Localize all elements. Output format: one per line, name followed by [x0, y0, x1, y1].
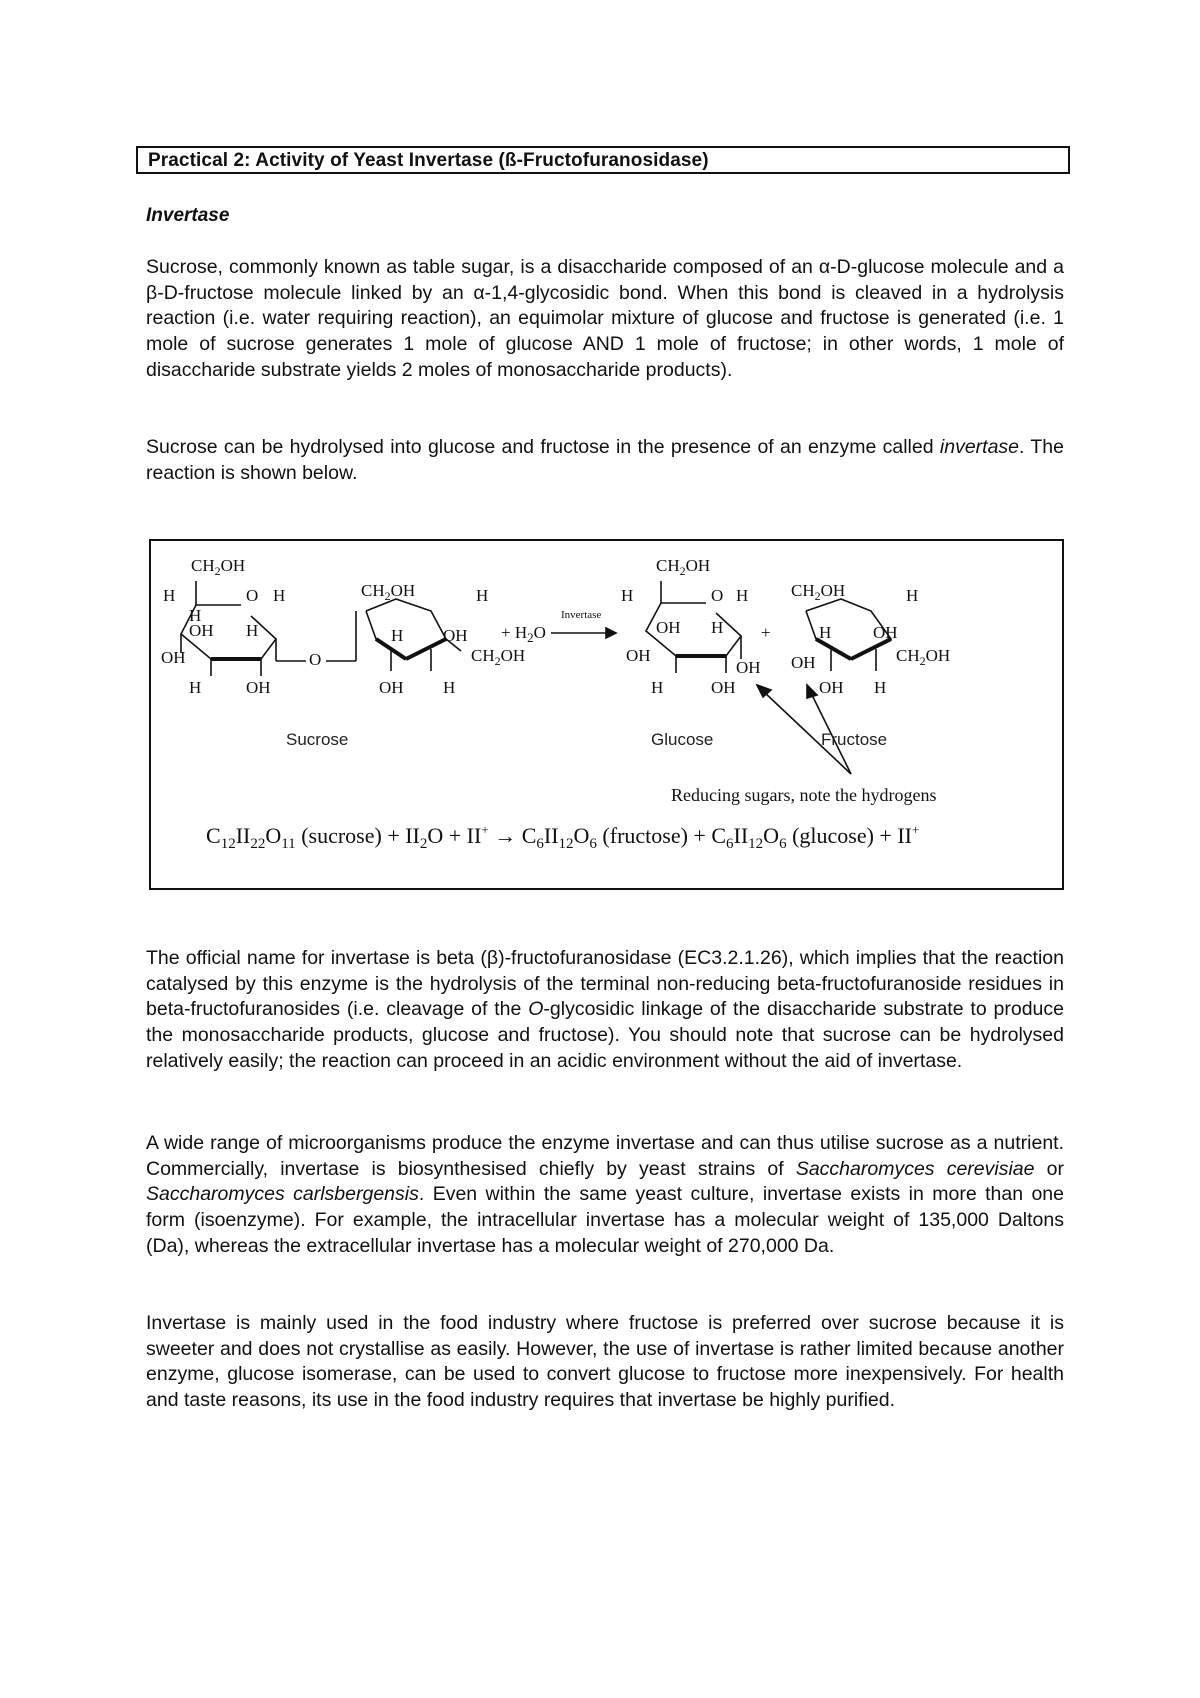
paragraph-microorganisms [146, 1131, 1064, 1260]
atom-label: H [874, 678, 887, 697]
paragraph-invertase-reaction [146, 435, 1064, 486]
reaction-figure [149, 539, 1064, 890]
reaction-diagram [151, 541, 1062, 888]
atom-label: $CH_2OH$ [361, 581, 416, 603]
text-run: . Even within the same yeast culture, invertase exists in more than one form (isoenzyme). For example, the intracellular invertase has a molecular weight of 135,000 Daltons (Da), whereas the extracellular invertase has a molecular weight of 270,000 Da. [146, 1183, 1064, 1257]
paragraph-text [146, 1131, 1064, 1260]
atom-label: OH [379, 678, 404, 697]
text-run: . The reaction is shown below. [146, 436, 1064, 484]
atom-label: OH [161, 648, 186, 667]
atom-label: OH [246, 678, 271, 697]
plus-water: + $H_2O$ [501, 623, 546, 645]
text-run: The official name for invertase is beta (β)-fructofuranosidase (EC3.2.1.26), which implies that the reaction catalysed by this enzyme is the hydrolysis of the terminal non-reducing beta-fructofuranoside residues in beta-fructofuranosides (i.e. cleavage of the [146, 947, 1064, 1021]
paragraph-food-industry [146, 1311, 1064, 1414]
pointer-arrowhead [757, 685, 771, 697]
glucose-label: Glucose [651, 730, 714, 749]
page-title: Practical 2: Activity of Yeast Invertase (ß-Fructofuranosidase) [148, 150, 709, 171]
atom-label: OH [711, 678, 736, 697]
title-box [136, 146, 1070, 174]
paragraph-official-name [146, 946, 1064, 1075]
section-heading: Invertase [146, 205, 230, 226]
text-run: Sucrose can be hydrolysed into glucose and fructose in the presence of an enzyme called [146, 436, 940, 458]
atom-label: OH [736, 658, 761, 677]
atom-label: $CH_2OH$ [896, 646, 951, 668]
atom-label: H [163, 586, 176, 605]
italic-species: Saccharomyces cerevisiae [795, 1157, 1035, 1180]
paragraph-sucrose-intro [146, 255, 1064, 384]
text-run: or [1034, 1157, 1064, 1180]
atom-label: $CH_2OH$ [656, 556, 711, 578]
text-run: -glycosidic linkage of the disaccharide substrate to produce the monosaccharide products, glucose and fructose). You should note that sucrose can be hydrolysed relatively easily; the reaction can proceed in an acidic environment without the aid of invertase. [146, 998, 1064, 1072]
italic-term: O [528, 998, 544, 1021]
atom-label: OH [873, 623, 898, 642]
ring-bond-front [851, 639, 891, 659]
italic-species: Saccharomyces carlsbergensis [146, 1183, 419, 1206]
atom-label: OH [791, 653, 816, 672]
reaction-arrowhead [606, 628, 616, 638]
atom-label: OH [443, 626, 468, 645]
atom-label: $CH_2OH$ [791, 581, 846, 603]
reaction-equation: $C_{12}II_{22}O_{11}$ (sucrose) + $II_2O + II^+ \to C_6II_{12}O_6$ (fructose) + $C_6II_{12}O_6$ (glucose) + II+ [206, 822, 920, 852]
atom-label: O [309, 650, 322, 669]
paragraph-text [146, 435, 1064, 486]
atom-label: $CH_2OH$ [191, 556, 246, 578]
paragraph-text [146, 946, 1064, 1075]
atom-label: $CH_2OH$ [471, 646, 526, 668]
text-run: A wide range of microorganisms produce the enzyme invertase and can thus utilise sucrose as a nutrient. Commercially, invertase is biosynthesised chiefly by yeast strains of [146, 1132, 1064, 1180]
atom-label: OH [656, 618, 681, 637]
atom-label: O [711, 586, 724, 605]
atom-label: H [476, 586, 489, 605]
atom-label: H [621, 586, 634, 605]
atom-label: O [246, 586, 259, 605]
atom-label: OH [626, 646, 651, 665]
italic-term: invertase [939, 436, 1020, 458]
paragraph-text: Sucrose, commonly known as table sugar, is a disaccharide composed of an α-D-glucose molecule and a β-D-fructose molecule linked by an α-1,4-glycosidic bond. When this bond is cleaved in a hydrolysis reaction (i.e. water requiring reaction), an equimolar mixture of glucose and fructose is generated (i.e. 1 mole of sucrose generates 1 mole of glucose AND 1 mole of fructose; in other words, 1 mole of disaccharide substrate yields 2 moles of monosaccharide products). [146, 256, 1064, 381]
fructose-label: Fructose [821, 730, 888, 749]
enzyme-label: Invertase [561, 609, 602, 621]
atom-label: H [906, 586, 919, 605]
atom-label: H [651, 678, 664, 697]
sucrose-label: Sucrose [286, 730, 349, 749]
ring-bond-front [406, 639, 446, 659]
atom-label: H [246, 621, 259, 640]
pointer-arrowhead [807, 685, 817, 698]
ring-bond [366, 599, 446, 659]
reducing-sugar-note: Reducing sugars, note the hydrogens [671, 785, 937, 805]
atom-label: H [443, 678, 456, 697]
paragraph-text: Invertase is mainly used in the food industry where fructose is preferred over sucrose because it is sweeter and does not crystallise as easily. However, the use of invertase is rather limited because another enzyme, glucose isomerase, can be used to convert glucose to fructose more inexpensively. For health and taste reasons, its use in the food industry requires that invertase be highly purified. [146, 1312, 1064, 1412]
plus-sign: + [761, 623, 771, 642]
atom-label: H [273, 586, 286, 605]
atom-label: OH [189, 621, 214, 640]
atom-label: H [711, 618, 724, 637]
atom-label: H [391, 626, 404, 645]
atom-label: H [189, 606, 202, 625]
atom-label: H [819, 623, 832, 642]
atom-label: OH [819, 678, 844, 697]
atom-label: H [736, 586, 749, 605]
atom-label: H [189, 678, 202, 697]
ring-bond-front [816, 639, 851, 659]
